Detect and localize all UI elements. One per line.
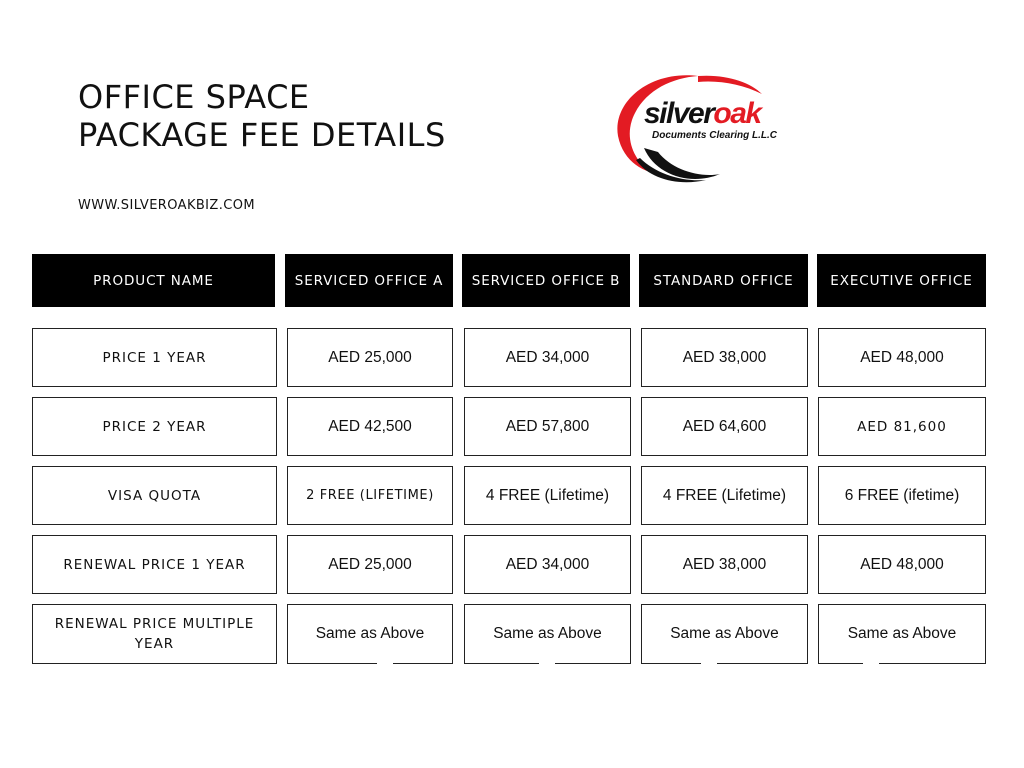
border-gap [863,660,879,664]
border-gap [539,660,555,664]
table-cell: AED 64,600 [641,397,808,456]
table-cell: 4 FREE (Lifetime) [641,466,808,525]
row-label-visa-quota: VISA QUOTA [32,466,277,525]
logo-wordmark [644,98,761,130]
table-cell: AED 48,000 [818,328,986,387]
table-cell: AED 38,000 [641,328,808,387]
table-cell: Same as Above [641,604,808,664]
border-gap [377,660,393,664]
table-cell: AED 81,600 [818,397,986,456]
page-title [78,78,446,154]
header-serviced-office-a: SERVICED OFFICE A [285,254,453,307]
title-line-2: PACKAGE FEE DETAILS [78,116,446,154]
table-cell: AED 25,000 [287,535,453,594]
table-cell: AED 38,000 [641,535,808,594]
table-cell: Same as Above [464,604,631,664]
table-cell: 6 FREE (ifetime) [818,466,986,525]
table-cell: Same as Above [818,604,986,664]
table-cell: AED 34,000 [464,328,631,387]
website-url: WWW.SILVEROAKBIZ.COM [78,198,255,213]
table-cell: Same as Above [287,604,453,664]
table-cell: 4 FREE (Lifetime) [464,466,631,525]
logo-brand-oak: oak [713,97,761,130]
title-line-1: OFFICE SPACE [78,78,310,116]
row-label-renewal-price-multiple-year: RENEWAL PRICE MULTIPLE YEAR [32,604,277,664]
table-cell: AED 57,800 [464,397,631,456]
header-standard-office: STANDARD OFFICE [639,254,808,307]
row-label-price-2-year: PRICE 2 YEAR [32,397,277,456]
row-label-price-1-year: PRICE 1 YEAR [32,328,277,387]
border-gap [701,660,717,664]
table-cell: AED 42,500 [287,397,453,456]
header-product-name: PRODUCT NAME [32,254,275,307]
header-executive-office: EXECUTIVE OFFICE [817,254,986,307]
logo-brand-silver: silver [644,97,714,130]
table-cell: AED 25,000 [287,328,453,387]
header-serviced-office-b: SERVICED OFFICE B [462,254,630,307]
table-cell: AED 34,000 [464,535,631,594]
table-cell: 2 FREE (LIFETIME) [287,466,453,525]
row-label-renewal-price-1-year: RENEWAL PRICE 1 YEAR [32,535,277,594]
logo-subtitle: Documents Clearing L.L.C [652,130,778,141]
company-logo [610,68,790,186]
table-cell: AED 48,000 [818,535,986,594]
